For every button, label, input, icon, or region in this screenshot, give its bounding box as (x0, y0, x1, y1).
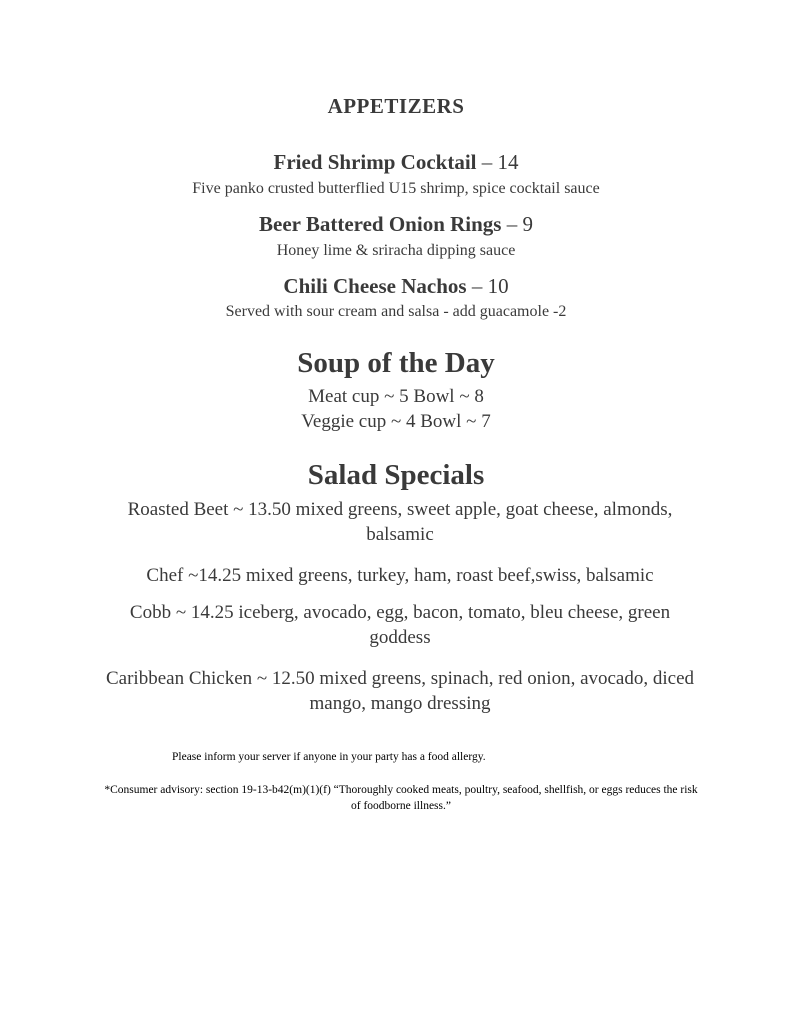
consumer-advisory: *Consumer advisory: section 19-13-b42(m)(1)(f) “Thoroughly cooked meats, poultry, seafood, shellfish, or eggs reduces the risk of foodborne illness.” (104, 784, 698, 812)
soup-heading: Soup of the Day (297, 347, 495, 379)
appetizer-item-title (0, 212, 792, 237)
salad-cobb: Cobb ~ 14.25 iceberg, avocado, egg, bacon, tomato, bleu cheese, green goddess (129, 602, 671, 648)
salad-chef: Chef ~14.25 mixed greens, turkey, ham, roast beef,swiss, balsamic (146, 565, 654, 586)
salad-roasted-beet: Roasted Beet ~ 13.50 mixed greens, sweet apple, goat cheese, almonds, balsamic (127, 499, 673, 545)
appetizer-price: – 10 (466, 274, 509, 298)
appetizer-name: Beer Battered Onion Rings (259, 212, 502, 236)
appetizer-item-title (0, 274, 792, 299)
allergy-notice: Please inform your server if anyone in your party has a food allergy. (172, 751, 486, 763)
appetizer-description: Served with sour cream and salsa - add guacamole -2 (225, 303, 567, 320)
appetizer-price: – 14 (476, 150, 519, 174)
soup-meat-line: Meat cup ~ 5 Bowl ~ 8 (308, 386, 484, 407)
appetizer-item-title (0, 150, 792, 175)
soup-veggie-line: Veggie cup ~ 4 Bowl ~ 7 (301, 411, 491, 432)
appetizers-heading: APPETIZERS (327, 94, 465, 118)
appetizer-name: Fried Shrimp Cocktail (273, 150, 477, 174)
appetizer-description: Five panko crusted butterflied U15 shrimp, spice cocktail sauce (192, 180, 600, 197)
salad-heading: Salad Specials (307, 459, 485, 491)
appetizer-price: – 9 (501, 212, 533, 236)
salad-caribbean-chicken: Caribbean Chicken ~ 12.50 mixed greens, spinach, red onion, avocado, diced mango, mango dressing (105, 668, 695, 714)
appetizer-name: Chili Cheese Nachos (283, 274, 467, 298)
appetizer-description: Honey lime & sriracha dipping sauce (276, 242, 516, 259)
